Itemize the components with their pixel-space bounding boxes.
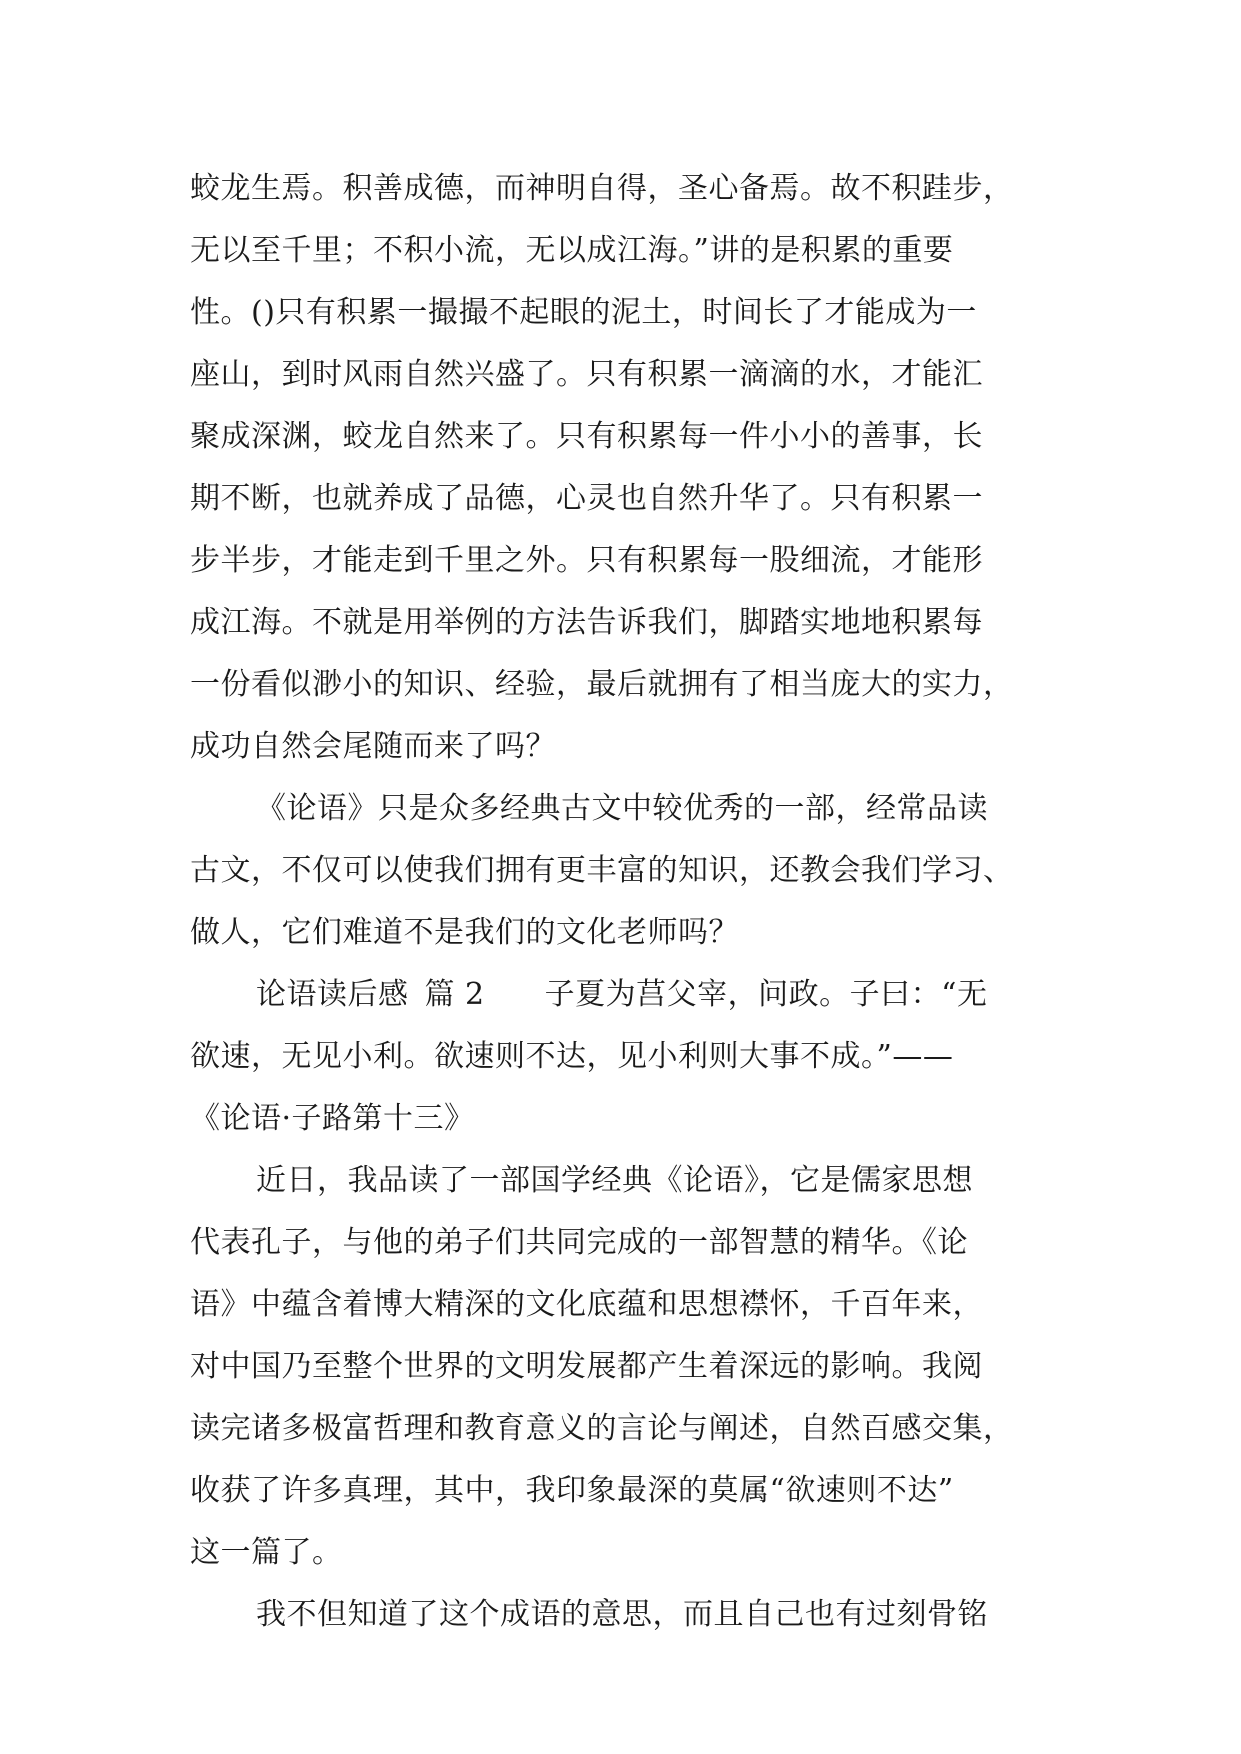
text-line: 期不断，也就养成了品德，心灵也自然升华了。只有积累一 xyxy=(190,481,983,516)
text-line: 读完诸多极富哲理和教育意义的言论与阐述，自然百感交集， xyxy=(190,1411,1014,1446)
paragraph-start-line: 我不但知道了这个成语的意思，而且自己也有过刻骨铭 xyxy=(256,1597,988,1632)
text-line: 代表孔子，与他的弟子们共同完成的一部智慧的精华。《论 xyxy=(190,1225,968,1260)
text-line: 一份看似渺小的知识、经验，最后就拥有了相当庞大的实力， xyxy=(190,667,1014,702)
text-line: 收获了许多真理，其中，我印象最深的莫属“欲速则不达” xyxy=(190,1473,954,1508)
text-line: 成江海。不就是用举例的方法告诉我们，脚踏实地地积累每 xyxy=(190,605,983,640)
text-line: 对中国乃至整个世界的文明发展都产生着深远的影响。我阅 xyxy=(190,1349,983,1384)
paragraph-start-line: 《论语》只是众多经典古文中较优秀的一部，经常品读 xyxy=(256,791,988,826)
text-line: 这一篇了。 xyxy=(190,1535,343,1570)
text-line: 古文，不仅可以使我们拥有更丰富的知识，还教会我们学习、 xyxy=(190,853,1014,888)
text-line: 蛟龙生焉。积善成德，而神明自得，圣心备焉。故不积跬步， xyxy=(190,171,1014,206)
text-line: 聚成深渊，蛟龙自然来了。只有积累每一件小小的善事，长 xyxy=(190,419,983,454)
text-line: 欲速，无见小利。欲速则不达，见小利则大事不成。”—— xyxy=(190,1039,954,1074)
text-line: 做人，它们难道不是我们的文化老师吗？ xyxy=(190,915,739,950)
section-title: 论语读后感 xyxy=(256,977,409,1012)
text-line: 语》中蕴含着博大精深的文化底蕴和思想襟怀，千百年来， xyxy=(190,1287,983,1322)
quote-source: 《论语·子路第十三》 xyxy=(190,1101,475,1136)
text-line: 座山，到时风雨自然兴盛了。只有积累一滴滴的水，才能汇 xyxy=(190,357,983,392)
section-number: 篇 2 xyxy=(424,977,485,1012)
section-heading-line xyxy=(190,964,1050,1026)
text-line: 无以至千里；不积小流，无以成江海。”讲的是积累的重要 xyxy=(190,233,954,268)
document-body xyxy=(190,158,1050,1646)
text-line: 性。()只有积累一撮撮不起眼的泥土，时间长了才能成为一 xyxy=(190,295,977,330)
quote-start: 子夏为莒父宰，问政。子曰：“无 xyxy=(544,977,988,1012)
text-line: 步半步，才能走到千里之外。只有积累每一股细流，才能形 xyxy=(190,543,983,578)
text-line: 成功自然会尾随而来了吗？ xyxy=(190,729,556,764)
paragraph-start-line: 近日，我品读了一部国学经典《论语》，它是儒家思想 xyxy=(256,1163,973,1198)
